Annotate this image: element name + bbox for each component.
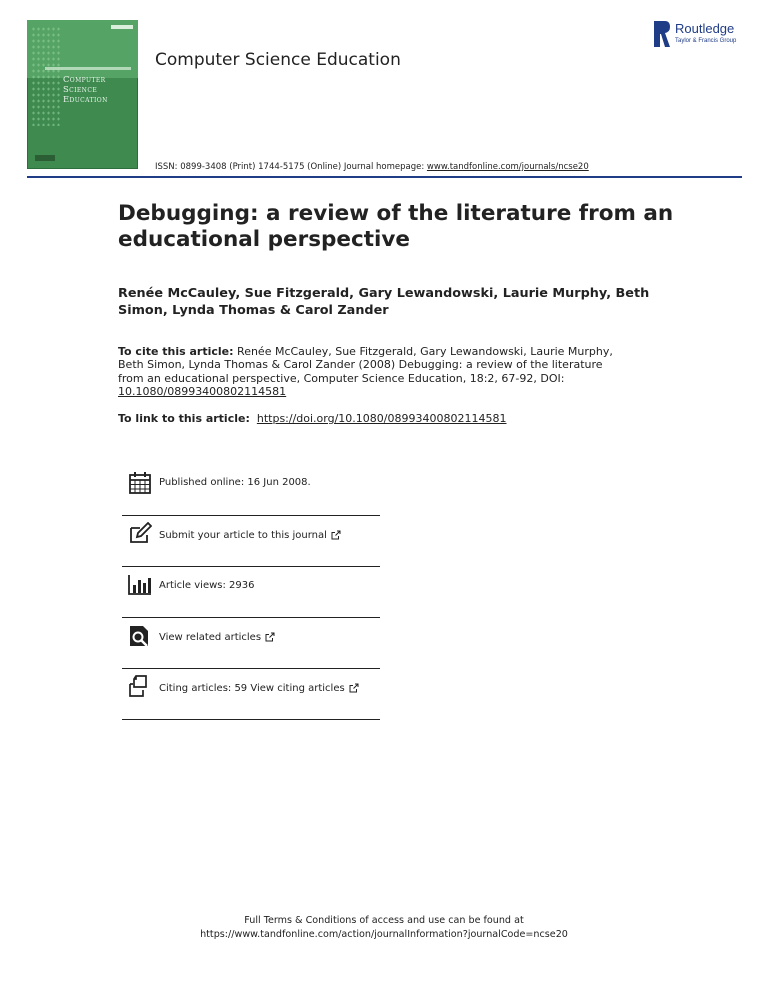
submit-link[interactable] bbox=[159, 530, 341, 541]
edit-icon bbox=[128, 522, 152, 546]
footer-line-1: Full Terms & Conditions of access and use can be found at bbox=[244, 915, 524, 926]
journal-cover[interactable] bbox=[27, 20, 138, 169]
bar-chart-icon bbox=[128, 573, 152, 597]
citing-row[interactable] bbox=[122, 669, 380, 720]
logo-subtitle: Taylor & Francis Group bbox=[675, 38, 737, 44]
published-row bbox=[122, 466, 380, 516]
submit-row[interactable] bbox=[122, 516, 380, 567]
article-doi-link[interactable]: https://doi.org/10.1080/08993400802114581 bbox=[256, 412, 507, 425]
issn-text: ISSN: 0899-3408 (Print) 1744-5175 (Online) Journal homepage: bbox=[155, 162, 425, 172]
citing-text: Citing articles: 59 View citing articles bbox=[159, 683, 345, 694]
cover-tag bbox=[111, 25, 133, 29]
related-row[interactable] bbox=[122, 618, 380, 669]
footer-terms-link[interactable]: https://www.tandfonline.com/action/journalInformation?journalCode=ncse20 bbox=[200, 929, 568, 940]
views-row bbox=[122, 567, 380, 618]
article-link-line bbox=[118, 412, 506, 425]
header-rule bbox=[27, 176, 742, 178]
cover-pattern bbox=[31, 26, 61, 126]
related-link[interactable] bbox=[159, 632, 275, 643]
search-icon bbox=[128, 624, 152, 648]
cite-doi-link[interactable]: 10.1080/08993400802114581 bbox=[118, 385, 287, 399]
related-text: View related articles bbox=[159, 632, 262, 643]
published-text: Published online: 16 Jun 2008. bbox=[159, 477, 311, 488]
calendar-icon bbox=[128, 471, 152, 495]
views-text: Article views: 2936 bbox=[159, 580, 255, 591]
cover-title: Computer Science Education bbox=[63, 74, 108, 104]
external-link-icon bbox=[331, 530, 341, 540]
external-link-icon bbox=[265, 632, 275, 642]
external-link-icon bbox=[349, 683, 359, 693]
journal-title: Computer Science Education bbox=[155, 50, 401, 70]
article-title: Debugging: a review of the literature from an educational perspective bbox=[118, 201, 674, 252]
cite-text: Renée McCauley, Sue Fitzgerald, Gary Lewandowski, Laurie Murphy, Beth Simon, Lynda Thomas & Carol Zander (2008) Debugging: a review of the literature from an educational perspective, Computer Science Education, 18:2, 67-92, DOI: bbox=[118, 345, 613, 385]
journal-homepage-link[interactable]: www.tandfonline.com/journals/ncse20 bbox=[426, 162, 589, 172]
cover-strip bbox=[45, 67, 131, 70]
cover-publisher-mark bbox=[35, 155, 55, 161]
routledge-r-icon bbox=[654, 21, 670, 47]
cite-label: To cite this article: bbox=[118, 345, 234, 358]
citing-link[interactable] bbox=[159, 683, 359, 694]
citing-icon bbox=[128, 675, 152, 699]
article-authors: Renée McCauley, Sue Fitzgerald, Gary Lewandowski, Laurie Murphy, Beth Simon, Lynda Thomas & Carol Zander bbox=[118, 286, 650, 318]
citation-block bbox=[118, 345, 618, 399]
submit-text: Submit your article to this journal bbox=[159, 530, 327, 541]
footer bbox=[0, 914, 768, 942]
routledge-logo[interactable] bbox=[654, 20, 744, 48]
link-label: To link to this article: bbox=[118, 412, 250, 425]
issn-line bbox=[155, 162, 589, 172]
logo-name: Routledge bbox=[675, 21, 735, 36]
